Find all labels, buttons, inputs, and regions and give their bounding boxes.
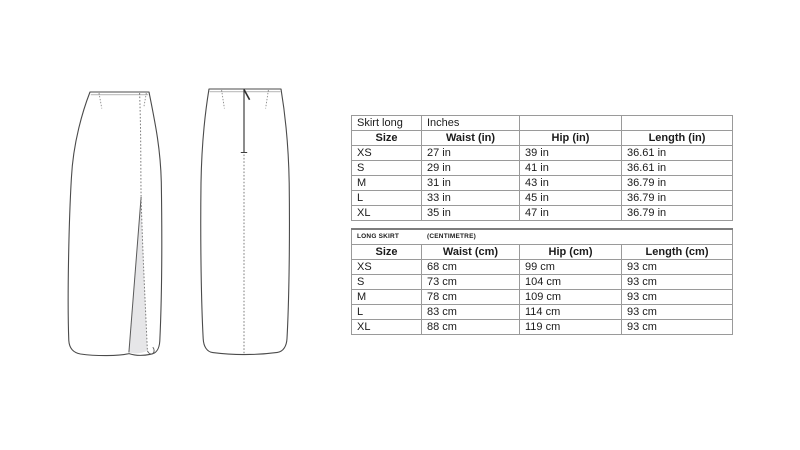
hip-cell: 41 in <box>520 161 622 176</box>
table-row <box>352 206 733 221</box>
waist-cell: 78 cm <box>422 290 520 305</box>
size-cell: XS <box>352 146 422 161</box>
table-header-row <box>352 131 733 146</box>
table-title: Skirt long <box>352 116 422 131</box>
size-cell: L <box>352 305 422 320</box>
skirt-back-view <box>201 89 290 355</box>
hip-cell: 43 in <box>520 176 622 191</box>
table-row <box>352 146 733 161</box>
table-row <box>352 191 733 206</box>
column-header-hip: Hip (in) <box>520 131 622 146</box>
waist-cell: 33 in <box>422 191 520 206</box>
hip-cell: 114 cm <box>520 305 622 320</box>
skirt-technical-drawing <box>0 0 340 450</box>
column-header-hip: Hip (cm) <box>520 245 622 260</box>
back-skirt-outline <box>201 89 290 355</box>
size-cell: M <box>352 290 422 305</box>
table-row <box>352 320 733 335</box>
inches-size-table <box>351 115 733 221</box>
length-cell: 36.61 in <box>622 161 733 176</box>
table-row <box>352 305 733 320</box>
waist-cell: 73 cm <box>422 275 520 290</box>
column-header-waist: Waist (in) <box>422 131 520 146</box>
table-row <box>352 260 733 275</box>
length-cell: 36.79 in <box>622 191 733 206</box>
table-meta-row <box>352 116 733 131</box>
empty-cell <box>520 116 622 131</box>
size-cell: S <box>352 275 422 290</box>
length-cell: 36.61 in <box>622 146 733 161</box>
waist-cell: 27 in <box>422 146 520 161</box>
table-header-row <box>352 245 733 260</box>
length-cell: 93 cm <box>622 320 733 335</box>
column-header-length: Length (cm) <box>622 245 733 260</box>
length-cell: 93 cm <box>622 260 733 275</box>
size-cell: XL <box>352 320 422 335</box>
table-row <box>352 275 733 290</box>
length-cell: 93 cm <box>622 275 733 290</box>
size-cell: S <box>352 161 422 176</box>
front-skirt-outline <box>68 92 162 356</box>
waist-cell: 35 in <box>422 206 520 221</box>
size-cell: M <box>352 176 422 191</box>
table-meta-row <box>352 229 733 245</box>
waist-cell: 83 cm <box>422 305 520 320</box>
table-row <box>352 176 733 191</box>
waist-cell: 29 in <box>422 161 520 176</box>
column-header-waist: Waist (cm) <box>422 245 520 260</box>
length-cell: 36.79 in <box>622 206 733 221</box>
hip-cell: 39 in <box>520 146 622 161</box>
size-cell: XL <box>352 206 422 221</box>
table-title: LONG SKIRT <box>357 233 400 241</box>
length-cell: 36.79 in <box>622 176 733 191</box>
waist-cell: 68 cm <box>422 260 520 275</box>
hip-cell: 47 in <box>520 206 622 221</box>
hip-cell: 104 cm <box>520 275 622 290</box>
table-row <box>352 161 733 176</box>
table-row <box>352 290 733 305</box>
cm-size-table <box>351 228 733 335</box>
size-cell: XS <box>352 260 422 275</box>
column-header-size: Size <box>352 245 422 260</box>
column-header-length: Length (in) <box>622 131 733 146</box>
hip-cell: 109 cm <box>520 290 622 305</box>
length-cell: 93 cm <box>622 305 733 320</box>
length-cell: 93 cm <box>622 290 733 305</box>
waist-cell: 31 in <box>422 176 520 191</box>
hip-cell: 99 cm <box>520 260 622 275</box>
table-unit-label: (CENTIMETRE) <box>427 233 476 241</box>
size-cell: L <box>352 191 422 206</box>
table-unit-label: Inches <box>422 116 520 131</box>
skirt-front-view <box>68 92 162 356</box>
empty-cell <box>622 116 733 131</box>
waist-cell: 88 cm <box>422 320 520 335</box>
hip-cell: 119 cm <box>520 320 622 335</box>
hip-cell: 45 in <box>520 191 622 206</box>
column-header-size: Size <box>352 131 422 146</box>
